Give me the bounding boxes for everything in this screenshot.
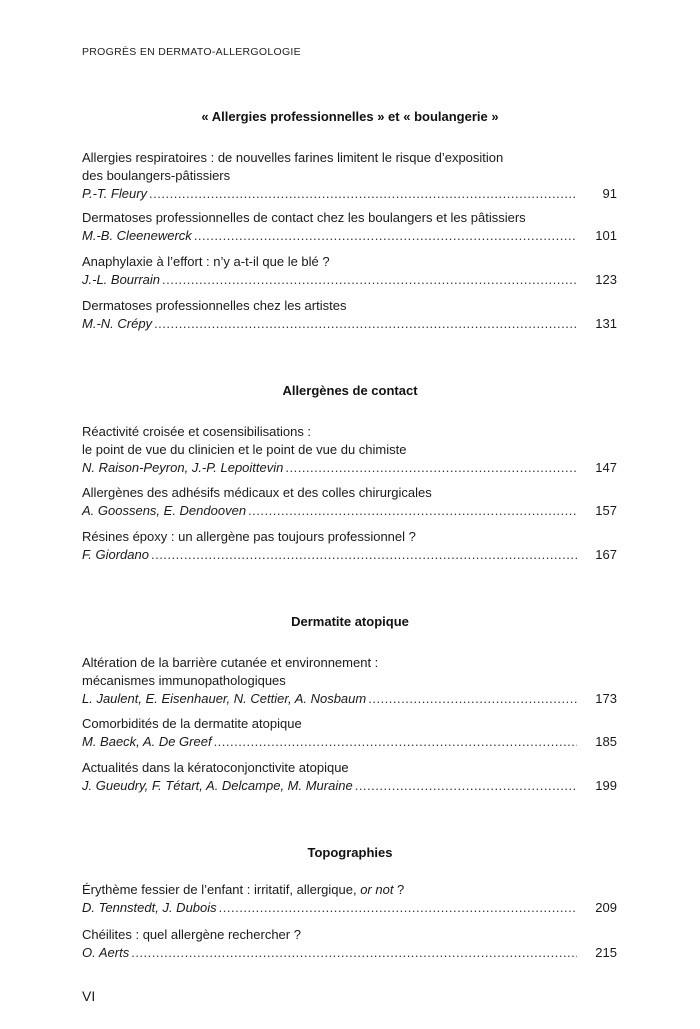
toc-entry[interactable] bbox=[82, 209, 617, 245]
toc-entry[interactable] bbox=[82, 759, 617, 795]
page-number: 157 bbox=[595, 503, 617, 518]
entry-title: Dermatoses professionnelles de contact chez les boulangers et les pâtissiers bbox=[82, 210, 526, 225]
entry-authors: O. Aerts bbox=[82, 945, 130, 960]
entry-title-part: Érythème fessier de l’enfant : irritatif, allergique, bbox=[82, 882, 361, 897]
toc-entry[interactable] bbox=[82, 528, 617, 564]
entry-title bbox=[82, 881, 617, 899]
entry-title: Dermatoses professionnelles chez les artistes bbox=[82, 298, 347, 313]
toc-entry[interactable] bbox=[82, 149, 617, 203]
author-line bbox=[82, 733, 617, 751]
entry-title: Allergènes des adhésifs médicaux et des colles chirurgicales bbox=[82, 485, 432, 500]
author-line bbox=[82, 502, 617, 520]
entry-title: Actualités dans la kératoconjonctivite atopique bbox=[82, 760, 349, 775]
entry-title: Comorbidités de la dermatite atopique bbox=[82, 716, 302, 731]
dot-leader bbox=[368, 690, 577, 708]
entry-authors: M.-B. Cleenewerck bbox=[82, 228, 192, 243]
entry-title-italic: or not bbox=[360, 882, 394, 897]
author-line bbox=[82, 690, 617, 708]
section-title: Allergènes de contact bbox=[282, 383, 418, 398]
page-number: 91 bbox=[602, 186, 617, 201]
dot-leader bbox=[131, 944, 577, 962]
page-number: 215 bbox=[595, 945, 617, 960]
entry-title: Allergies respiratoires : de nouvelles farines limitent le risque d’exposition bbox=[82, 150, 504, 165]
toc-entry[interactable] bbox=[82, 423, 617, 477]
entry-title: Réactivité croisée et cosensibilisations : bbox=[82, 424, 312, 439]
page-number: 131 bbox=[595, 316, 617, 331]
toc-entry[interactable] bbox=[82, 715, 617, 751]
entry-authors: F. Giordano bbox=[82, 547, 149, 562]
entry-title-part: ? bbox=[393, 882, 405, 897]
dot-leader bbox=[194, 227, 577, 245]
entry-authors: N. Raison-Peyron, J.-P. Lepoittevin bbox=[82, 460, 284, 475]
entry-title: le point de vue du clinicien et le point de vue du chimiste bbox=[82, 442, 407, 457]
author-line bbox=[82, 459, 617, 477]
author-line bbox=[82, 777, 617, 795]
entry-authors: M.-N. Crépy bbox=[82, 316, 153, 331]
running-head: PROGRÈS EN DERMATO-ALLERGOLOGIE bbox=[82, 46, 301, 58]
entry-authors: L. Jaulent, E. Eisenhauer, N. Cettier, A. Nosbaum bbox=[82, 691, 367, 706]
page-number: 209 bbox=[595, 900, 617, 915]
toc-entry[interactable] bbox=[82, 881, 617, 917]
section-title: « Allergies professionnelles » et « boulangerie » bbox=[201, 109, 499, 124]
author-line bbox=[82, 944, 617, 962]
dot-leader bbox=[248, 502, 577, 520]
page-number: 199 bbox=[595, 778, 617, 793]
dot-leader bbox=[219, 899, 577, 917]
entry-title: Altération de la barrière cutanée et environnement : bbox=[82, 655, 379, 670]
entry-authors: J.-L. Bourrain bbox=[82, 272, 161, 287]
entry-title: Chéilites : quel allergène rechercher ? bbox=[82, 927, 301, 942]
author-line bbox=[82, 227, 617, 245]
page-number: 123 bbox=[595, 272, 617, 287]
page-number: 173 bbox=[595, 691, 617, 706]
dot-leader bbox=[149, 185, 577, 203]
entry-title: Résines époxy : un allergène pas toujours professionnel ? bbox=[82, 529, 416, 544]
entry-title: mécanismes immunopathologiques bbox=[82, 673, 286, 688]
dot-leader bbox=[214, 733, 577, 751]
toc-entry[interactable] bbox=[82, 926, 617, 962]
section-title: Topographies bbox=[307, 845, 393, 860]
entry-authors: J. Gueudry, F. Tétart, A. Delcampe, M. Muraine bbox=[82, 778, 353, 793]
author-line bbox=[82, 546, 617, 564]
author-line bbox=[82, 271, 617, 289]
entry-authors: D. Tennstedt, J. Dubois bbox=[82, 900, 217, 915]
page-number: 167 bbox=[595, 547, 617, 562]
page-number: 101 bbox=[595, 228, 617, 243]
section-title: Dermatite atopique bbox=[291, 614, 409, 629]
entry-authors: P.-T. Fleury bbox=[82, 186, 148, 201]
toc-entry[interactable] bbox=[82, 253, 617, 289]
toc-entry[interactable] bbox=[82, 297, 617, 333]
page-number: 147 bbox=[595, 460, 617, 475]
author-line bbox=[82, 899, 617, 917]
page-number: 185 bbox=[595, 734, 617, 749]
toc-entry[interactable] bbox=[82, 654, 617, 708]
entry-title: Anaphylaxie à l’effort : n’y a-t-il que le blé ? bbox=[82, 254, 330, 269]
author-line bbox=[82, 315, 617, 333]
dot-leader bbox=[355, 777, 577, 795]
toc-entry[interactable] bbox=[82, 484, 617, 520]
entry-authors: A. Goossens, E. Dendooven bbox=[82, 503, 247, 518]
entry-title: des boulangers-pâtissiers bbox=[82, 168, 231, 183]
dot-leader bbox=[151, 546, 577, 564]
author-line bbox=[82, 185, 617, 203]
page-folio: VI bbox=[82, 988, 96, 1004]
dot-leader bbox=[162, 271, 577, 289]
dot-leader bbox=[285, 459, 577, 477]
entry-authors: M. Baeck, A. De Greef bbox=[82, 734, 212, 749]
dot-leader bbox=[154, 315, 577, 333]
